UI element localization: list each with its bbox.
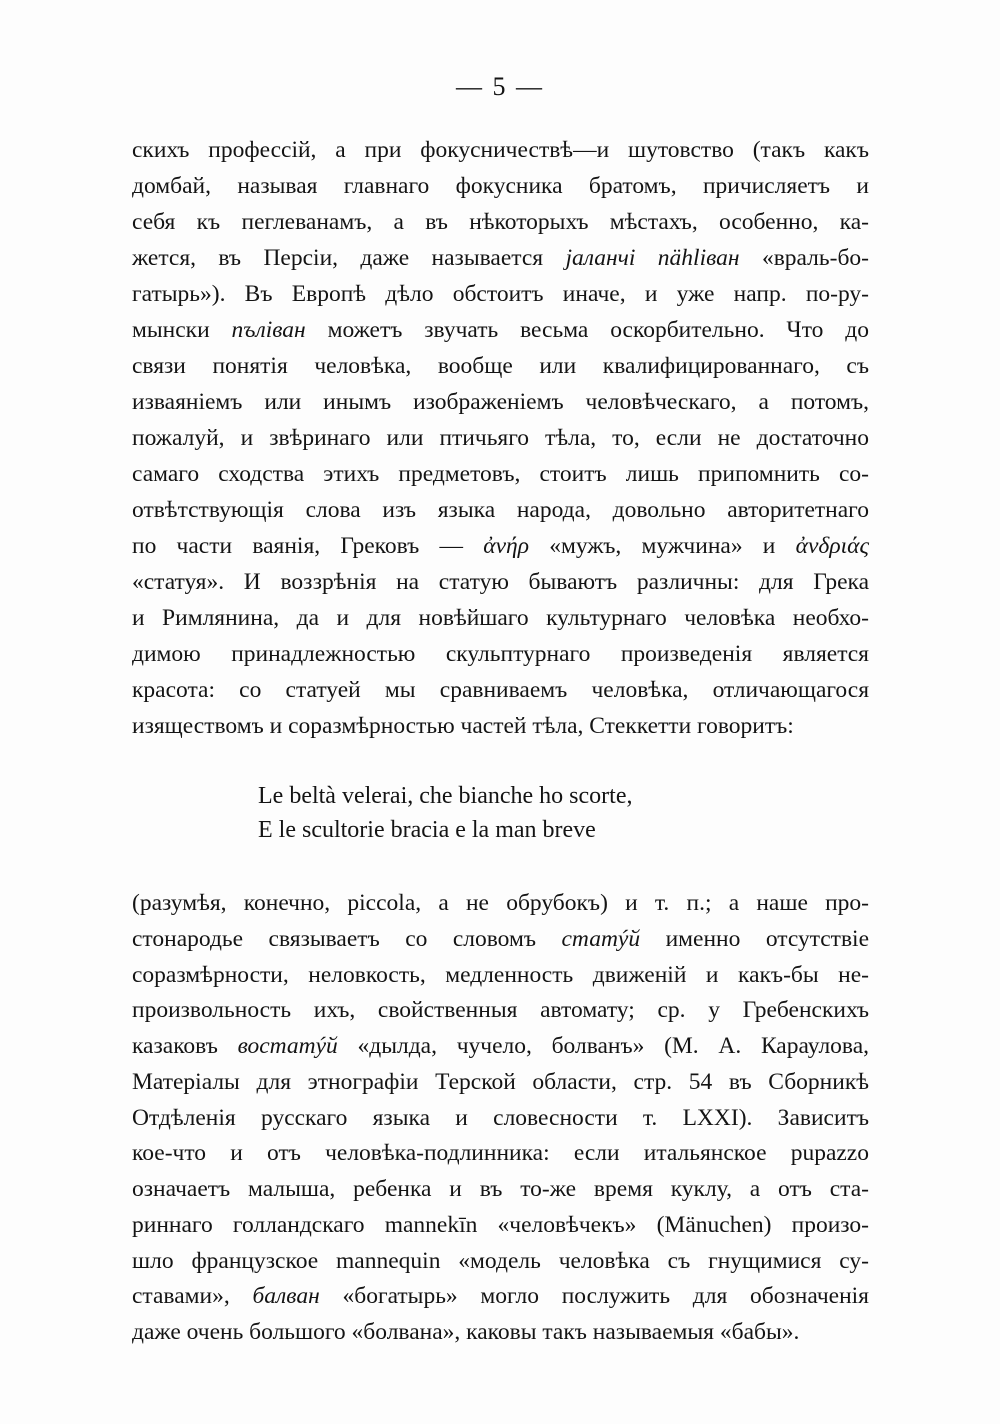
text-line: [132, 708, 869, 744]
text-line: [132, 204, 869, 240]
text-span: мынски: [132, 317, 232, 343]
text-line: [132, 348, 869, 384]
text-span: самаго сходства этихъ предметовъ, стоитъ лишь припомнить со-: [132, 461, 869, 487]
italic-term: ἀνήρ: [483, 533, 529, 559]
text-line: [132, 958, 869, 994]
text-span: кое-что и отъ человѣка-подлинника: если итальянское pupazzo: [132, 1140, 869, 1167]
text-span: означаетъ малыша, ребенка и въ то-же время куклу, а отъ ста-: [132, 1176, 869, 1202]
text-span: (разумѣя, конечно, piccola, а не обрубокъ) и т. п.; а наше про-: [132, 890, 869, 916]
text-span: домбай, называя главнаго фокусника братомъ, причисляетъ и: [132, 173, 869, 199]
text-span: соразмѣрности, неловкость, медленность движеній и какъ-бы не-: [132, 961, 869, 988]
text-line: [132, 528, 869, 564]
text-span: Матеріалы для этнографіи Терской области, стр. 54 въ Сборникѣ: [132, 1068, 869, 1095]
text-line: [132, 1029, 869, 1065]
text-span: казаковъ: [132, 1033, 238, 1059]
text-line: [132, 1279, 869, 1315]
text-line: [132, 1244, 869, 1280]
text-span: красота: со статуей мы сравниваемъ человѣка, отличающагося: [132, 677, 869, 703]
text-span: «статуя». И воззрѣнія на статую бываютъ различны: для Грека: [132, 569, 869, 595]
text-line: [132, 420, 869, 456]
text-span: себя къ пеглеванамъ, а въ нѣкоторыхъ мѣстахъ, особенно, ка-: [132, 209, 869, 235]
paragraph-2: [132, 886, 869, 1351]
text-span: ставами»,: [132, 1283, 253, 1310]
verse-line: E le scultorie bracia e la man breve: [258, 817, 596, 843]
paragraph-1: [132, 132, 869, 744]
text-line: [132, 1065, 869, 1101]
text-span: по части ваянія, Грековъ —: [132, 533, 484, 559]
text-span: пожалуй, и звѣринаго или птичьяго тѣла, то, если не достаточно: [132, 425, 869, 451]
text-line: [132, 1101, 869, 1137]
text-line: [132, 384, 869, 420]
text-line: [132, 312, 869, 348]
text-span: связи понятія человѣка, вообще или квалифицированнаго, съ: [132, 353, 869, 379]
text-span: и Римлянина, да и для новѣйшаго культурнаго человѣка необхо-: [132, 605, 869, 631]
text-span: стонародье связываетъ со словомъ: [132, 925, 562, 952]
text-line: [132, 1172, 869, 1208]
text-line: [132, 564, 869, 600]
text-line: [132, 492, 869, 528]
italic-term: статýй: [561, 925, 641, 952]
text-span: гатырь»). Въ Европѣ дѣло обстоитъ иначе, и уже напр. по-ру-: [132, 281, 869, 307]
text-span: «мужъ, мужчина» и: [528, 533, 796, 559]
text-line: [132, 672, 869, 708]
text-span: изваяніемъ или инымъ изображеніемъ человѣческаго, а потомъ,: [132, 389, 869, 415]
text-line: [132, 600, 869, 636]
verse-quote: [258, 779, 632, 847]
text-span: димою принадлежностью скульптурнаго произведенія является: [132, 641, 869, 667]
text-span: шло французское mannequin «модель человѣка съ гнущимися су-: [132, 1247, 869, 1274]
text-span: именно отсутствіе: [640, 925, 870, 952]
page-number: — 5 —: [456, 72, 544, 101]
text-span: риннаго голландскаго mannekīn «человѣчекъ» (Mänuchen) произо-: [132, 1211, 869, 1238]
text-span: «дылда, чучело, болванъ» (М. А. Караулова,: [337, 1033, 870, 1059]
text-line: [132, 1208, 869, 1244]
text-line: [132, 922, 869, 958]
text-line: [132, 993, 869, 1029]
text-span: изяществомъ и соразмѣрностью частей тѣла, Стеккетти говоритъ:: [132, 713, 794, 739]
verse-line: Le beltà velerai, che bianche ho scorte,: [258, 783, 633, 809]
text-line: [132, 132, 869, 168]
text-line: [132, 168, 869, 204]
italic-term: востатýй: [237, 1033, 338, 1059]
italic-term: ἀνδριάς: [795, 533, 869, 559]
text-line: [132, 276, 869, 312]
text-span: «враль-бо-: [739, 245, 869, 271]
text-span: Отдѣленія русскаго языка и словесности т. LXXI). Зависитъ: [132, 1104, 869, 1131]
text-line: [132, 886, 869, 922]
text-line: [132, 240, 869, 276]
italic-term: jаланчі пähliван: [565, 245, 740, 271]
text-line: [132, 1136, 869, 1172]
text-span: даже очень большого «болвана», каковы такъ называемыя «бабы».: [132, 1319, 800, 1345]
italic-term: пълiван: [231, 317, 306, 343]
text-span: отвѣтствующія слова изъ языка народа, довольно авторитетнаго: [132, 497, 869, 523]
text-line: [132, 636, 869, 672]
text-span: жется, въ Персіи, даже называется: [132, 245, 566, 271]
text-span: скихъ профессій, а при фокусничествѣ—и шутовство (такъ какъ: [132, 137, 869, 163]
text-span: «богатырь» могло послужить для обозначенія: [319, 1283, 869, 1310]
text-span: можетъ звучать весьма оскорбительно. Что до: [305, 317, 869, 343]
italic-term: балван: [252, 1283, 320, 1310]
text-line: [132, 1315, 869, 1351]
text-span: произвольность ихъ, свойственныя автомату; ср. у Гребенскихъ: [132, 997, 869, 1024]
text-line: [132, 456, 869, 492]
